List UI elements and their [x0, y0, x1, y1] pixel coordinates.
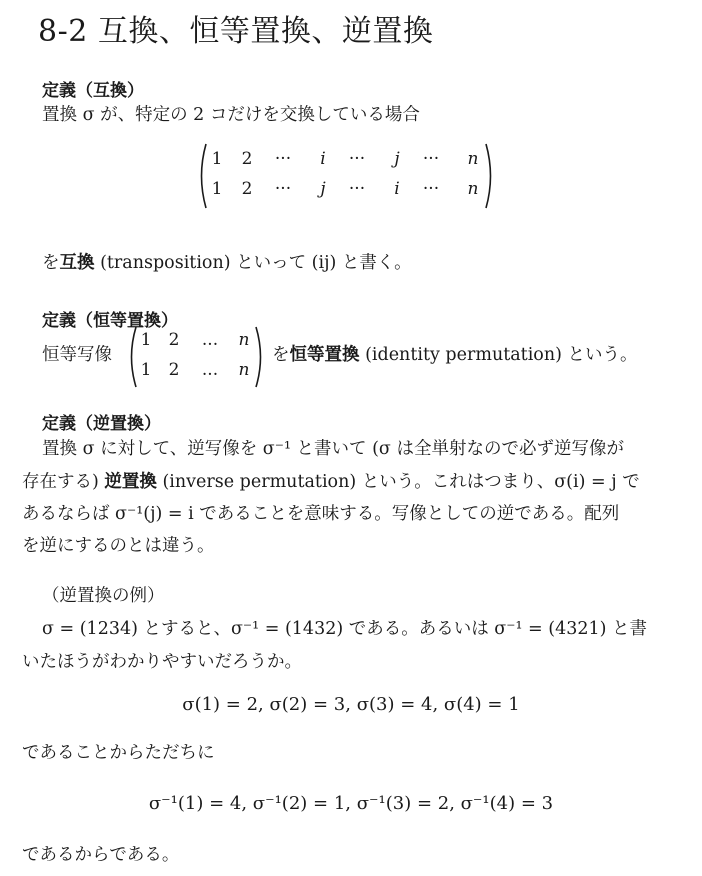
example-text: いたほうがわかりやすいだろうか。 — [22, 652, 302, 672]
example-text: であるからである。 — [22, 845, 180, 865]
matrix-cell: 1 — [211, 179, 223, 199]
term-transposition: 互換 — [59, 253, 95, 273]
matrix-cell: ··· — [274, 149, 292, 169]
matrix-cell: ... — [201, 360, 219, 380]
matrix-cell: 1 — [140, 360, 152, 380]
example-text: であることからただちに — [22, 743, 215, 763]
text-fragment: 存在する) — [22, 472, 105, 492]
text-fragment: を — [272, 345, 290, 365]
definition-text: あるならば σ⁻¹(j) = i であることを意味する。写像としての逆である。配列 — [22, 504, 620, 524]
definition-text — [42, 246, 412, 280]
right-paren — [484, 143, 496, 209]
definition-text — [272, 338, 638, 372]
matrix-cell: n — [238, 360, 250, 380]
matrix-cell: 1 — [140, 330, 152, 350]
matrix-cell: n — [467, 179, 479, 199]
matrix-cell: 1 — [211, 149, 223, 169]
matrix-cell: 2 — [168, 330, 180, 350]
matrix-cell: ··· — [274, 179, 292, 199]
display-equation: σ⁻¹(1) = 4, σ⁻¹(2) = 1, σ⁻¹(3) = 2, σ⁻¹(4) = 3 — [148, 793, 554, 814]
matrix-cell: 2 — [241, 149, 253, 169]
term-identity-permutation: 恒等置換 — [289, 345, 360, 365]
text-fragment: (identity permutation) という。 — [359, 345, 638, 365]
matrix-cell: 2 — [168, 360, 180, 380]
definition-text: を逆にするのとは違う。 — [22, 536, 215, 556]
matrix-cell: ... — [201, 330, 219, 350]
definition-text: 恒等写像 — [42, 345, 112, 365]
definition-heading-transposition: 定義（互換） — [42, 81, 144, 101]
matrix-cell: ··· — [422, 179, 440, 199]
term-inverse-permutation: 逆置換 — [104, 472, 157, 492]
matrix-cell: i — [320, 149, 326, 169]
matrix-cell: ··· — [348, 149, 366, 169]
matrix-cell: n — [467, 149, 479, 169]
example-text: σ = (1234) とすると、σ⁻¹ = (1432) である。あるいは σ⁻¹ = (4321) と書 — [42, 619, 648, 639]
transposition-matrix — [196, 143, 496, 209]
definition-text — [22, 465, 640, 499]
matrix-cell: 2 — [241, 179, 253, 199]
matrix-cell: ··· — [422, 149, 440, 169]
definition-heading-inverse: 定義（逆置換） — [42, 414, 161, 434]
section-title: 8-2 互換、恒等置換、逆置換 — [38, 14, 434, 49]
right-paren — [254, 326, 266, 388]
example-heading: （逆置換の例） — [42, 586, 165, 606]
matrix-cell: j — [394, 149, 400, 169]
text-fragment: (transposition) といって (ij) と書く。 — [94, 253, 412, 273]
matrix-cell: ··· — [348, 179, 366, 199]
definition-text: 置換 σ に対して、逆写像を σ⁻¹ と書いて (σ は全単射なので必ず逆写像が — [42, 439, 624, 459]
text-fragment: (inverse permutation) という。これはつまり、σ(i) = j で — [156, 472, 640, 492]
matrix-cell: i — [394, 179, 400, 199]
display-equation: σ(1) = 2, σ(2) = 3, σ(3) = 4, σ(4) = 1 — [182, 694, 520, 715]
matrix-cell: j — [320, 179, 326, 199]
definition-text: 置換 σ が、特定の 2 コだけを交換している場合 — [42, 105, 420, 125]
matrix-cell: n — [238, 330, 250, 350]
identity-matrix — [126, 326, 266, 388]
definition-heading-identity: 定義（恒等置換） — [42, 311, 178, 331]
text-fragment: を — [42, 253, 60, 273]
